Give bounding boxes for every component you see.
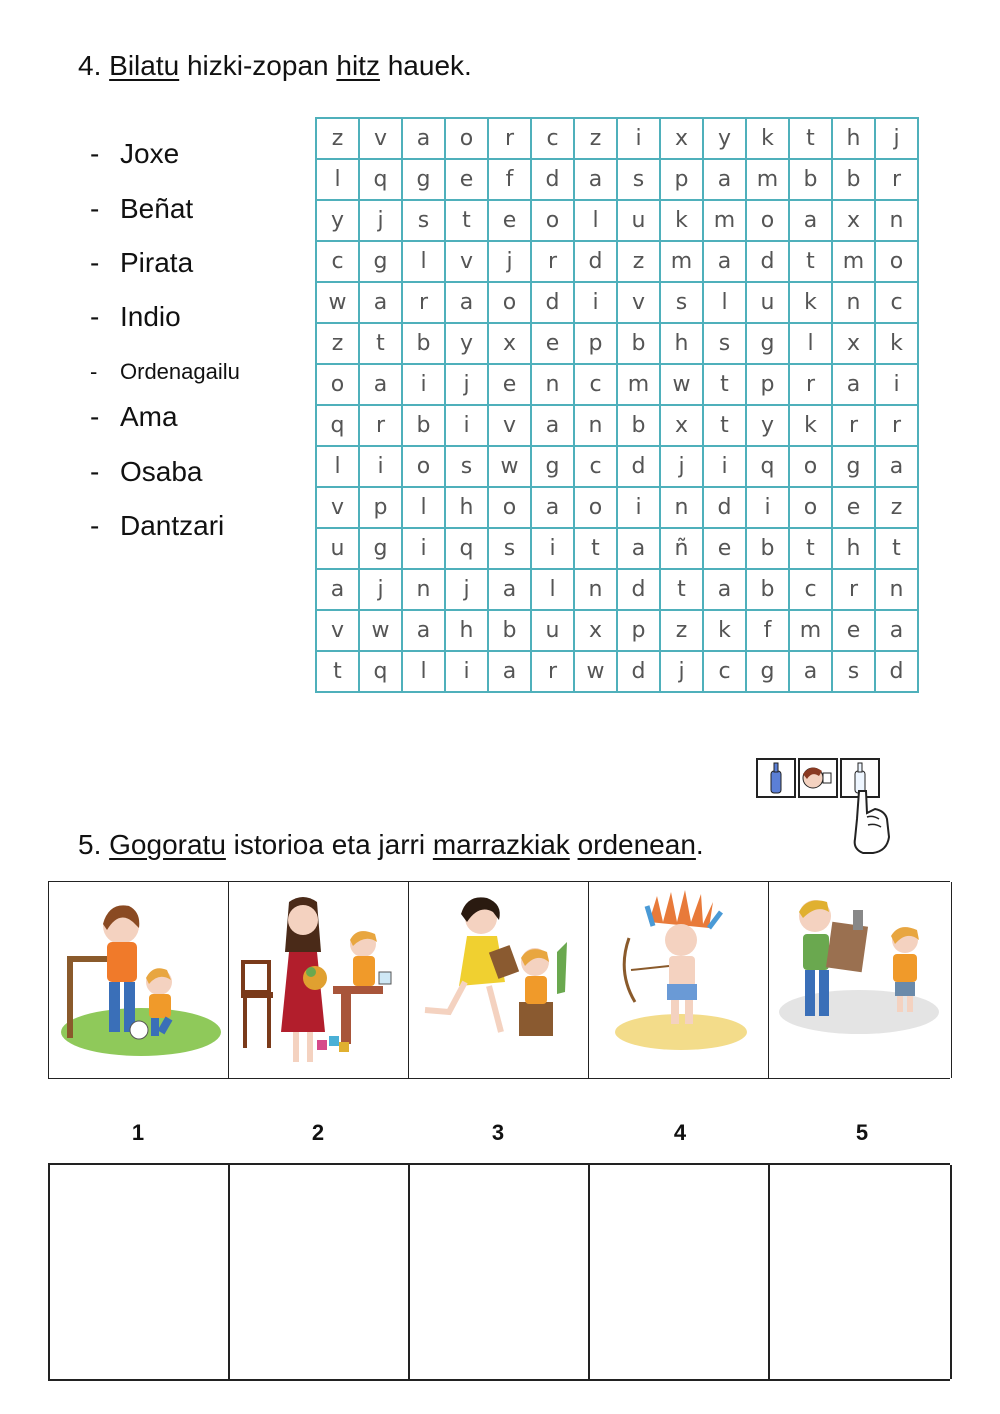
- grid-letter-cell[interactable]: u: [746, 282, 789, 323]
- grid-letter-cell[interactable]: u: [617, 200, 660, 241]
- grid-letter-cell[interactable]: s: [832, 651, 875, 692]
- grid-letter-cell[interactable]: i: [617, 118, 660, 159]
- grid-letter-cell[interactable]: i: [875, 364, 918, 405]
- grid-letter-cell[interactable]: a: [488, 651, 531, 692]
- grid-row: [316, 159, 918, 200]
- grid-letter-cell[interactable]: b: [402, 405, 445, 446]
- story-picture-indian[interactable]: [588, 882, 769, 1078]
- grid-letter-cell[interactable]: u: [316, 528, 359, 569]
- grid-letter-cell[interactable]: j: [359, 569, 402, 610]
- grid-letter-cell[interactable]: q: [316, 405, 359, 446]
- grid-letter-cell[interactable]: h: [832, 528, 875, 569]
- word-list-item: - Pirata: [90, 247, 194, 278]
- grid-letter-cell[interactable]: o: [531, 200, 574, 241]
- answer-numbers: [48, 1120, 950, 1150]
- grid-letter-cell[interactable]: o: [574, 487, 617, 528]
- grid-letter-cell[interactable]: d: [746, 241, 789, 282]
- grid-letter-cell[interactable]: x: [832, 323, 875, 364]
- grid-letter-cell[interactable]: e: [832, 610, 875, 651]
- grid-letter-cell[interactable]: t: [445, 200, 488, 241]
- grid-letter-cell[interactable]: a: [531, 487, 574, 528]
- grid-letter-cell[interactable]: a: [316, 569, 359, 610]
- answer-boxes-row: [48, 1163, 950, 1381]
- grid-letter-cell[interactable]: v: [359, 118, 402, 159]
- grid-row: [316, 200, 918, 241]
- word-search-grid: [315, 117, 919, 693]
- grid-letter-cell[interactable]: g: [832, 446, 875, 487]
- grid-row: [316, 610, 918, 651]
- grid-letter-cell[interactable]: b: [832, 159, 875, 200]
- grid-letter-cell[interactable]: t: [703, 364, 746, 405]
- grid-letter-cell[interactable]: s: [488, 528, 531, 569]
- grid-letter-cell[interactable]: b: [402, 323, 445, 364]
- grid-row: [316, 446, 918, 487]
- exercise-4-instruction: [78, 50, 472, 82]
- grid-letter-cell[interactable]: c: [574, 364, 617, 405]
- grid-letter-cell[interactable]: a: [617, 528, 660, 569]
- grid-row: [316, 528, 918, 569]
- word-list-item: - Osaba: [90, 456, 203, 487]
- grid-letter-cell[interactable]: m: [789, 610, 832, 651]
- bottle-card-icon: [757, 759, 795, 797]
- answer-number: 5: [855, 1120, 869, 1145]
- grid-letter-cell[interactable]: z: [316, 118, 359, 159]
- grid-letter-cell[interactable]: f: [746, 610, 789, 651]
- grid-letter-cell[interactable]: l: [316, 446, 359, 487]
- grid-letter-cell[interactable]: x: [660, 118, 703, 159]
- grid-letter-cell[interactable]: v: [617, 282, 660, 323]
- grid-letter-cell[interactable]: z: [574, 118, 617, 159]
- grid-letter-cell[interactable]: r: [832, 569, 875, 610]
- grid-letter-cell[interactable]: s: [402, 200, 445, 241]
- grid-letter-cell[interactable]: k: [703, 610, 746, 651]
- grid-letter-cell[interactable]: c: [574, 446, 617, 487]
- grid-letter-cell[interactable]: p: [660, 159, 703, 200]
- grid-letter-cell[interactable]: w: [359, 610, 402, 651]
- grid-letter-cell[interactable]: n: [832, 282, 875, 323]
- grid-letter-cell[interactable]: a: [402, 610, 445, 651]
- underlined-word: marrazkiak: [432, 829, 570, 860]
- grid-letter-cell[interactable]: t: [789, 241, 832, 282]
- grid-row: [316, 405, 918, 446]
- grid-letter-cell[interactable]: t: [574, 528, 617, 569]
- grid-letter-cell[interactable]: w: [660, 364, 703, 405]
- grid-letter-cell[interactable]: a: [402, 118, 445, 159]
- grid-letter-cell[interactable]: m: [746, 159, 789, 200]
- grid-letter-cell[interactable]: q: [359, 651, 402, 692]
- grid-letter-cell[interactable]: d: [531, 282, 574, 323]
- grid-letter-cell[interactable]: d: [875, 651, 918, 692]
- grid-letter-cell[interactable]: o: [789, 487, 832, 528]
- grid-letter-cell[interactable]: o: [488, 282, 531, 323]
- grid-letter-cell[interactable]: n: [875, 569, 918, 610]
- grid-letter-cell[interactable]: o: [316, 364, 359, 405]
- grid-row: [316, 241, 918, 282]
- grid-row: [316, 364, 918, 405]
- grid-letter-cell[interactable]: c: [875, 282, 918, 323]
- grid-letter-cell[interactable]: z: [316, 323, 359, 364]
- grid-letter-cell[interactable]: w: [316, 282, 359, 323]
- grid-letter-cell[interactable]: a: [531, 405, 574, 446]
- instruction-text: istorioa eta jarri: [225, 829, 433, 860]
- grid-letter-cell[interactable]: p: [746, 364, 789, 405]
- story-picture-uncle[interactable]: [768, 882, 952, 1078]
- grid-letter-cell[interactable]: c: [703, 651, 746, 692]
- grid-letter-cell[interactable]: w: [488, 446, 531, 487]
- grid-letter-cell[interactable]: z: [660, 610, 703, 651]
- grid-letter-cell[interactable]: m: [832, 241, 875, 282]
- story-pictures-row: [48, 881, 950, 1079]
- grid-letter-cell[interactable]: e: [445, 159, 488, 200]
- grid-letter-cell[interactable]: l: [316, 159, 359, 200]
- grid-letter-cell[interactable]: a: [359, 364, 402, 405]
- grid-letter-cell[interactable]: v: [488, 405, 531, 446]
- grid-letter-cell[interactable]: p: [359, 487, 402, 528]
- grid-letter-cell[interactable]: j: [359, 200, 402, 241]
- grid-letter-cell[interactable]: b: [488, 610, 531, 651]
- grid-letter-cell[interactable]: i: [402, 364, 445, 405]
- grid-letter-cell[interactable]: a: [488, 569, 531, 610]
- grid-row: [316, 282, 918, 323]
- story-picture-football[interactable]: [48, 882, 229, 1078]
- grid-letter-cell[interactable]: n: [531, 364, 574, 405]
- grid-letter-cell[interactable]: l: [402, 651, 445, 692]
- word-list-item: - Ama: [90, 401, 178, 432]
- exercise-number: 4.: [78, 50, 102, 81]
- grid-letter-cell[interactable]: a: [703, 241, 746, 282]
- grid-letter-cell[interactable]: b: [746, 569, 789, 610]
- pictogram-point-order: [755, 757, 895, 857]
- girl-and-box-illustration: [409, 882, 589, 1078]
- grid-letter-cell[interactable]: r: [875, 405, 918, 446]
- grid-letter-cell[interactable]: i: [617, 487, 660, 528]
- grid-row: [316, 487, 918, 528]
- grid-letter-cell[interactable]: o: [746, 200, 789, 241]
- underlined-word: Gogoratu: [109, 829, 226, 860]
- grid-letter-cell[interactable]: i: [402, 528, 445, 569]
- mother-illustration: [229, 882, 409, 1078]
- grid-letter-cell[interactable]: e: [488, 364, 531, 405]
- grid-letter-cell[interactable]: h: [660, 323, 703, 364]
- grid-letter-cell[interactable]: k: [746, 118, 789, 159]
- grid-letter-cell[interactable]: d: [617, 651, 660, 692]
- word-list-item: - Beñat: [90, 193, 194, 224]
- grid-letter-cell[interactable]: a: [789, 200, 832, 241]
- football-illustration: [49, 882, 229, 1078]
- grid-letter-cell[interactable]: a: [875, 446, 918, 487]
- answer-box-2[interactable]: [228, 1165, 409, 1379]
- grid-letter-cell[interactable]: g: [746, 651, 789, 692]
- grid-letter-cell[interactable]: h: [445, 487, 488, 528]
- grid-letter-cell[interactable]: i: [703, 446, 746, 487]
- grid-letter-cell[interactable]: p: [617, 610, 660, 651]
- answer-number: 3: [491, 1120, 505, 1145]
- grid-letter-cell[interactable]: r: [531, 651, 574, 692]
- grid-letter-cell[interactable]: d: [617, 446, 660, 487]
- grid-letter-cell[interactable]: d: [574, 241, 617, 282]
- instruction-text: hizki-zopan: [179, 50, 337, 81]
- grid-letter-cell[interactable]: h: [832, 118, 875, 159]
- grid-letter-cell[interactable]: z: [617, 241, 660, 282]
- grid-letter-cell[interactable]: b: [746, 528, 789, 569]
- exercise-number: 5.: [78, 829, 102, 860]
- story-picture-box[interactable]: [408, 882, 589, 1078]
- grid-letter-cell[interactable]: y: [703, 118, 746, 159]
- grid-letter-cell[interactable]: d: [617, 569, 660, 610]
- instruction-text: .: [695, 829, 704, 860]
- grid-letter-cell[interactable]: r: [402, 282, 445, 323]
- grid-letter-cell[interactable]: n: [574, 405, 617, 446]
- grid-letter-cell[interactable]: l: [402, 487, 445, 528]
- grid-letter-cell[interactable]: t: [703, 405, 746, 446]
- grid-letter-cell[interactable]: a: [703, 569, 746, 610]
- uncle-illustration: [769, 882, 951, 1078]
- grid-letter-cell[interactable]: x: [488, 323, 531, 364]
- grid-letter-cell[interactable]: n: [660, 487, 703, 528]
- grid-letter-cell[interactable]: g: [359, 241, 402, 282]
- grid-letter-cell[interactable]: p: [574, 323, 617, 364]
- grid-letter-cell[interactable]: b: [617, 405, 660, 446]
- grid-letter-cell[interactable]: r: [359, 405, 402, 446]
- grid-letter-cell[interactable]: o: [445, 118, 488, 159]
- grid-letter-cell[interactable]: d: [531, 159, 574, 200]
- grid-letter-cell[interactable]: m: [617, 364, 660, 405]
- grid-letter-cell[interactable]: t: [316, 651, 359, 692]
- grid-letter-cell[interactable]: k: [789, 405, 832, 446]
- grid-letter-cell[interactable]: s: [703, 323, 746, 364]
- grid-letter-cell[interactable]: y: [316, 200, 359, 241]
- grid-letter-cell[interactable]: i: [445, 651, 488, 692]
- grid-letter-cell[interactable]: a: [703, 159, 746, 200]
- answer-number: 1: [131, 1120, 145, 1145]
- instruction-text: hauek.: [379, 50, 472, 81]
- grid-letter-cell[interactable]: x: [574, 610, 617, 651]
- grid-letter-cell[interactable]: k: [789, 282, 832, 323]
- answer-box-1[interactable]: [48, 1165, 229, 1379]
- grid-letter-cell[interactable]: t: [789, 118, 832, 159]
- underlined-word: hitz: [336, 50, 380, 81]
- grid-letter-cell[interactable]: y: [445, 323, 488, 364]
- grid-letter-cell[interactable]: o: [488, 487, 531, 528]
- grid-letter-cell[interactable]: g: [402, 159, 445, 200]
- grid-letter-cell[interactable]: l: [402, 241, 445, 282]
- grid-letter-cell[interactable]: m: [703, 200, 746, 241]
- grid-letter-cell[interactable]: r: [875, 159, 918, 200]
- grid-letter-cell[interactable]: v: [316, 487, 359, 528]
- answer-box-5[interactable]: [768, 1165, 952, 1379]
- grid-letter-cell[interactable]: l: [703, 282, 746, 323]
- grid-letter-cell[interactable]: e: [703, 528, 746, 569]
- grid-letter-cell[interactable]: l: [531, 569, 574, 610]
- grid-letter-cell[interactable]: m: [660, 241, 703, 282]
- grid-letter-cell[interactable]: f: [488, 159, 531, 200]
- grid-letter-cell[interactable]: t: [359, 323, 402, 364]
- grid-letter-cell[interactable]: c: [789, 569, 832, 610]
- grid-letter-cell[interactable]: t: [660, 569, 703, 610]
- grid-letter-cell[interactable]: r: [789, 364, 832, 405]
- grid-letter-cell[interactable]: s: [660, 282, 703, 323]
- grid-letter-cell[interactable]: h: [445, 610, 488, 651]
- grid-letter-cell[interactable]: s: [617, 159, 660, 200]
- answer-number: 2: [311, 1120, 325, 1145]
- grid-letter-cell[interactable]: q: [359, 159, 402, 200]
- story-picture-mother[interactable]: [228, 882, 409, 1078]
- indian-boy-illustration: [589, 882, 769, 1078]
- answer-number: 4: [673, 1120, 687, 1145]
- grid-letter-cell[interactable]: q: [445, 528, 488, 569]
- grid-row: [316, 323, 918, 364]
- grid-letter-cell[interactable]: r: [832, 405, 875, 446]
- grid-letter-cell[interactable]: i: [531, 528, 574, 569]
- grid-letter-cell[interactable]: v: [445, 241, 488, 282]
- pointing-hand-icon: [855, 791, 889, 853]
- grid-letter-cell[interactable]: e: [488, 200, 531, 241]
- grid-letter-cell[interactable]: a: [789, 651, 832, 692]
- grid-letter-cell[interactable]: n: [875, 200, 918, 241]
- grid-letter-cell[interactable]: a: [359, 282, 402, 323]
- grid-letter-cell[interactable]: i: [359, 446, 402, 487]
- grid-letter-cell[interactable]: e: [832, 487, 875, 528]
- grid-letter-cell[interactable]: s: [445, 446, 488, 487]
- grid-letter-cell[interactable]: a: [832, 364, 875, 405]
- grid-letter-cell[interactable]: t: [789, 528, 832, 569]
- grid-letter-cell[interactable]: b: [789, 159, 832, 200]
- grid-letter-cell[interactable]: y: [746, 405, 789, 446]
- grid-letter-cell[interactable]: r: [531, 241, 574, 282]
- grid-letter-cell[interactable]: d: [703, 487, 746, 528]
- word-list-item: - Indio: [90, 301, 181, 332]
- grid-letter-cell[interactable]: g: [531, 446, 574, 487]
- grid-letter-cell[interactable]: l: [789, 323, 832, 364]
- grid-letter-cell[interactable]: a: [875, 610, 918, 651]
- grid-letter-cell[interactable]: j: [445, 569, 488, 610]
- grid-row: [316, 118, 918, 159]
- grid-letter-cell[interactable]: i: [574, 282, 617, 323]
- grid-letter-cell[interactable]: k: [875, 323, 918, 364]
- grid-letter-cell[interactable]: v: [316, 610, 359, 651]
- word-list-item: - Joxe: [90, 138, 180, 169]
- grid-letter-cell[interactable]: q: [746, 446, 789, 487]
- grid-letter-cell[interactable]: n: [402, 569, 445, 610]
- grid-letter-cell[interactable]: j: [445, 364, 488, 405]
- answer-box-4[interactable]: [588, 1165, 769, 1379]
- grid-letter-cell[interactable]: u: [531, 610, 574, 651]
- grid-letter-cell[interactable]: k: [660, 200, 703, 241]
- grid-letter-cell[interactable]: a: [574, 159, 617, 200]
- grid-letter-cell[interactable]: n: [574, 569, 617, 610]
- underlined-word: ordenean: [577, 829, 696, 860]
- face-card-icon: [799, 759, 837, 797]
- exercise-5-instruction: [78, 829, 704, 861]
- grid-letter-cell[interactable]: r: [488, 118, 531, 159]
- word-list-item: - Dantzari: [90, 510, 225, 541]
- grid-letter-cell[interactable]: c: [316, 241, 359, 282]
- grid-letter-cell[interactable]: e: [531, 323, 574, 364]
- grid-letter-cell[interactable]: j: [875, 118, 918, 159]
- grid-letter-cell[interactable]: o: [402, 446, 445, 487]
- grid-letter-cell[interactable]: j: [488, 241, 531, 282]
- grid-letter-cell[interactable]: g: [746, 323, 789, 364]
- grid-row: [316, 651, 918, 692]
- grid-letter-cell[interactable]: i: [445, 405, 488, 446]
- grid-letter-cell[interactable]: g: [359, 528, 402, 569]
- grid-row: [316, 569, 918, 610]
- grid-letter-cell[interactable]: b: [617, 323, 660, 364]
- underlined-word: Bilatu: [109, 50, 180, 81]
- grid-letter-cell[interactable]: ñ: [660, 528, 703, 569]
- grid-letter-cell[interactable]: x: [660, 405, 703, 446]
- grid-letter-cell[interactable]: j: [660, 446, 703, 487]
- grid-letter-cell[interactable]: j: [660, 651, 703, 692]
- word-list-item: - Ordenagailu: [90, 359, 240, 384]
- grid-letter-cell[interactable]: w: [574, 651, 617, 692]
- grid-letter-cell[interactable]: a: [445, 282, 488, 323]
- grid-letter-cell[interactable]: o: [875, 241, 918, 282]
- grid-letter-cell[interactable]: t: [875, 528, 918, 569]
- answer-box-3[interactable]: [408, 1165, 589, 1379]
- grid-letter-cell[interactable]: c: [531, 118, 574, 159]
- grid-letter-cell[interactable]: z: [875, 487, 918, 528]
- grid-letter-cell[interactable]: x: [832, 200, 875, 241]
- grid-letter-cell[interactable]: o: [789, 446, 832, 487]
- grid-letter-cell[interactable]: i: [746, 487, 789, 528]
- grid-letter-cell[interactable]: l: [574, 200, 617, 241]
